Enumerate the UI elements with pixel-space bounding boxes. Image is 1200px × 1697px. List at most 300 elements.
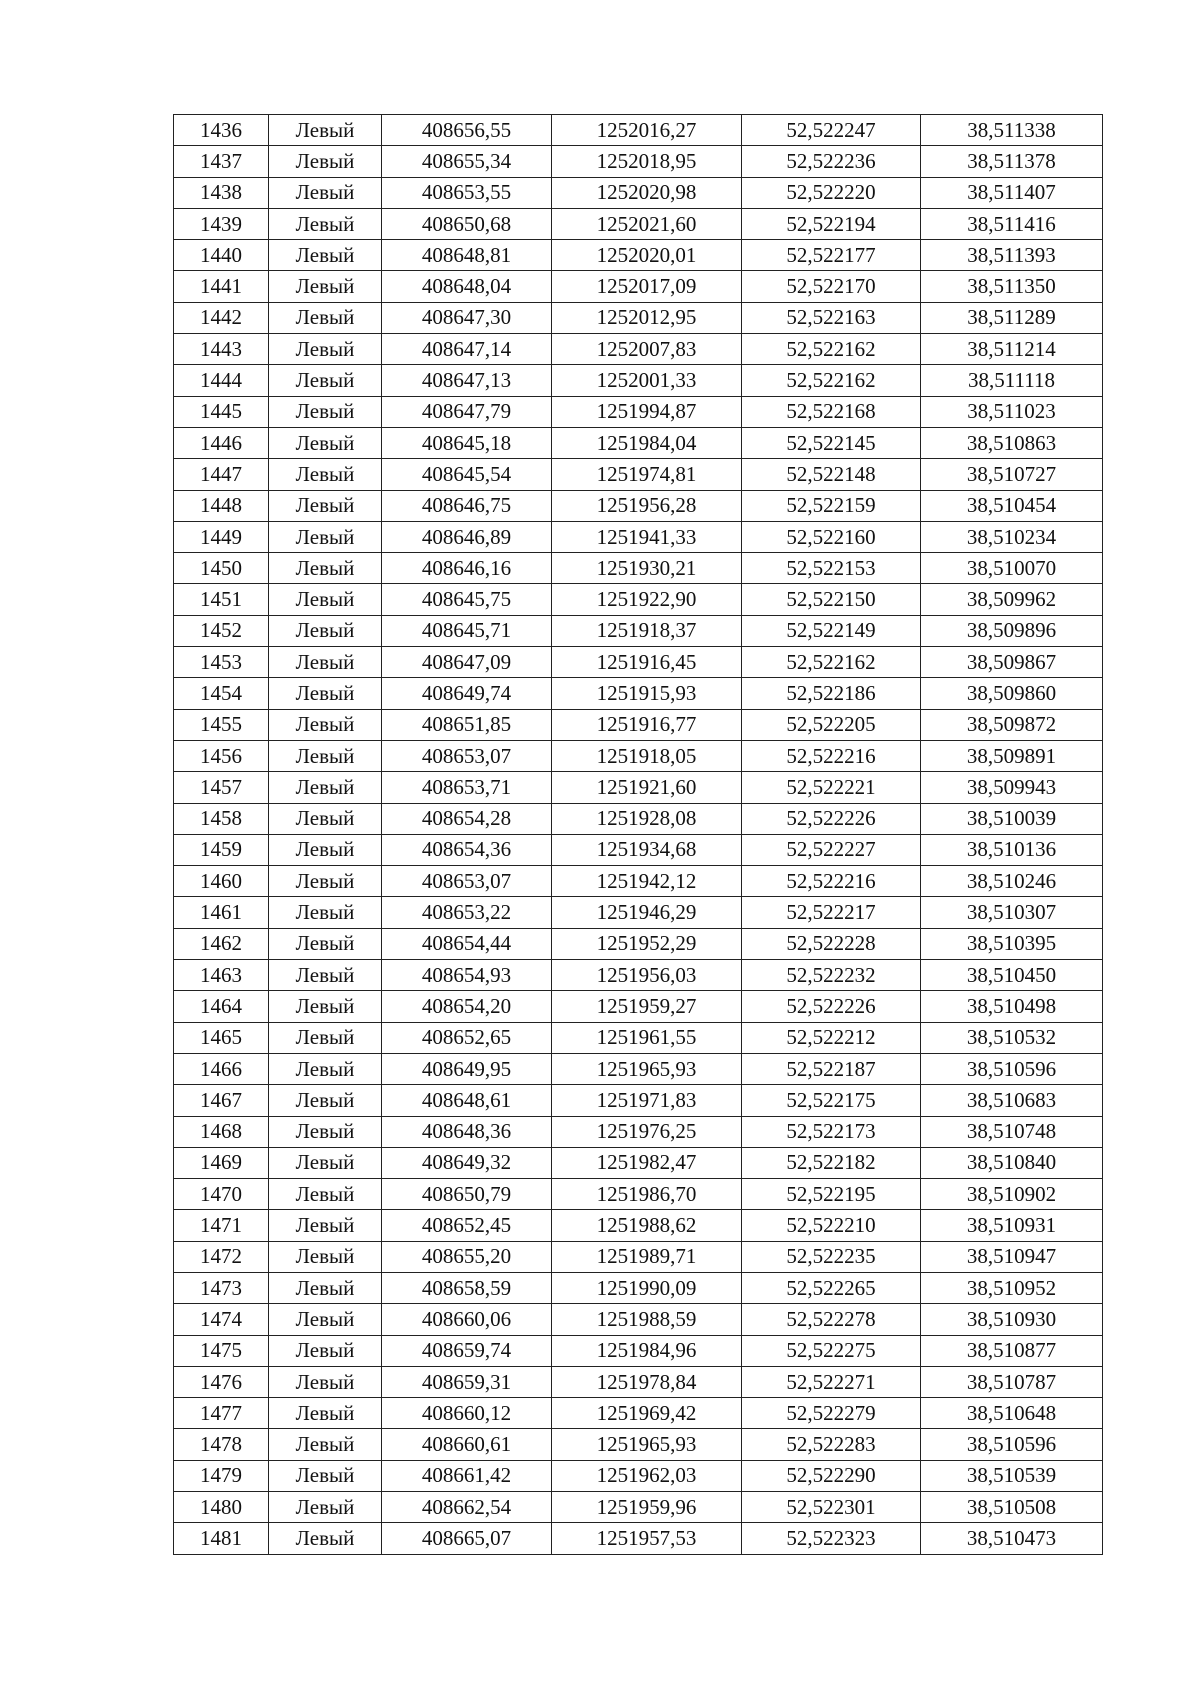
y-coordinate-cell: 1251915,93 (552, 678, 742, 709)
point-number-cell: 1473 (174, 1272, 269, 1303)
point-number-cell: 1466 (174, 1053, 269, 1084)
table-row (174, 740, 1103, 771)
y-coordinate-cell: 1251974,81 (552, 459, 742, 490)
longitude-cell: 38,509943 (921, 772, 1103, 803)
y-coordinate-cell: 1251956,28 (552, 490, 742, 521)
side-cell: Левый (269, 647, 382, 678)
latitude-cell: 52,522194 (742, 208, 921, 239)
table-row (174, 1398, 1103, 1429)
x-coordinate-cell: 408648,81 (382, 240, 552, 271)
side-cell: Левый (269, 334, 382, 365)
y-coordinate-cell: 1251965,93 (552, 1053, 742, 1084)
side-cell: Левый (269, 772, 382, 803)
y-coordinate-cell: 1251989,71 (552, 1241, 742, 1272)
latitude-cell: 52,522149 (742, 615, 921, 646)
longitude-cell: 38,510246 (921, 866, 1103, 897)
longitude-cell: 38,510863 (921, 427, 1103, 458)
side-cell: Левый (269, 991, 382, 1022)
side-cell: Левый (269, 709, 382, 740)
table-row (174, 1210, 1103, 1241)
x-coordinate-cell: 408654,28 (382, 803, 552, 834)
y-coordinate-cell: 1251918,37 (552, 615, 742, 646)
side-cell: Левый (269, 740, 382, 771)
longitude-cell: 38,510596 (921, 1053, 1103, 1084)
y-coordinate-cell: 1251961,55 (552, 1022, 742, 1053)
table-row (174, 1085, 1103, 1116)
latitude-cell: 52,522162 (742, 365, 921, 396)
x-coordinate-cell: 408662,54 (382, 1492, 552, 1523)
y-coordinate-cell: 1251934,68 (552, 834, 742, 865)
x-coordinate-cell: 408647,14 (382, 334, 552, 365)
y-coordinate-cell: 1251990,09 (552, 1272, 742, 1303)
y-coordinate-cell: 1251978,84 (552, 1366, 742, 1397)
longitude-cell: 38,510498 (921, 991, 1103, 1022)
table-row (174, 991, 1103, 1022)
y-coordinate-cell: 1251946,29 (552, 897, 742, 928)
latitude-cell: 52,522275 (742, 1335, 921, 1366)
point-number-cell: 1477 (174, 1398, 269, 1429)
point-number-cell: 1468 (174, 1116, 269, 1147)
side-cell: Левый (269, 302, 382, 333)
latitude-cell: 52,522290 (742, 1460, 921, 1491)
point-number-cell: 1479 (174, 1460, 269, 1491)
x-coordinate-cell: 408645,18 (382, 427, 552, 458)
table-row (174, 1179, 1103, 1210)
table-row (174, 334, 1103, 365)
x-coordinate-cell: 408656,55 (382, 115, 552, 146)
longitude-cell: 38,510930 (921, 1304, 1103, 1335)
table-row (174, 960, 1103, 991)
table-row (174, 897, 1103, 928)
x-coordinate-cell: 408661,42 (382, 1460, 552, 1491)
x-coordinate-cell: 408647,79 (382, 396, 552, 427)
x-coordinate-cell: 408648,61 (382, 1085, 552, 1116)
longitude-cell: 38,509891 (921, 740, 1103, 771)
side-cell: Левый (269, 365, 382, 396)
y-coordinate-cell: 1252017,09 (552, 271, 742, 302)
longitude-cell: 38,510395 (921, 928, 1103, 959)
side-cell: Левый (269, 1210, 382, 1241)
y-coordinate-cell: 1251942,12 (552, 866, 742, 897)
y-coordinate-cell: 1251959,27 (552, 991, 742, 1022)
point-number-cell: 1470 (174, 1179, 269, 1210)
y-coordinate-cell: 1251971,83 (552, 1085, 742, 1116)
longitude-cell: 38,509896 (921, 615, 1103, 646)
x-coordinate-cell: 408658,59 (382, 1272, 552, 1303)
table-row (174, 208, 1103, 239)
side-cell: Левый (269, 240, 382, 271)
x-coordinate-cell: 408647,09 (382, 647, 552, 678)
x-coordinate-cell: 408652,45 (382, 1210, 552, 1241)
side-cell: Левый (269, 1366, 382, 1397)
y-coordinate-cell: 1251988,62 (552, 1210, 742, 1241)
table-row (174, 866, 1103, 897)
x-coordinate-cell: 408649,32 (382, 1147, 552, 1178)
table-row (174, 834, 1103, 865)
side-cell: Левый (269, 1523, 382, 1554)
x-coordinate-cell: 408649,74 (382, 678, 552, 709)
table-row (174, 1429, 1103, 1460)
x-coordinate-cell: 408647,13 (382, 365, 552, 396)
longitude-cell: 38,510234 (921, 521, 1103, 552)
point-number-cell: 1459 (174, 834, 269, 865)
y-coordinate-cell: 1252016,27 (552, 115, 742, 146)
x-coordinate-cell: 408655,20 (382, 1241, 552, 1272)
longitude-cell: 38,510136 (921, 834, 1103, 865)
latitude-cell: 52,522159 (742, 490, 921, 521)
y-coordinate-cell: 1251918,05 (552, 740, 742, 771)
x-coordinate-cell: 408654,93 (382, 960, 552, 991)
latitude-cell: 52,522235 (742, 1241, 921, 1272)
side-cell: Левый (269, 1147, 382, 1178)
latitude-cell: 52,522145 (742, 427, 921, 458)
x-coordinate-cell: 408645,54 (382, 459, 552, 490)
y-coordinate-cell: 1251962,03 (552, 1460, 742, 1491)
x-coordinate-cell: 408665,07 (382, 1523, 552, 1554)
longitude-cell: 38,510902 (921, 1179, 1103, 1210)
latitude-cell: 52,522227 (742, 834, 921, 865)
y-coordinate-cell: 1251930,21 (552, 553, 742, 584)
point-number-cell: 1444 (174, 365, 269, 396)
point-number-cell: 1445 (174, 396, 269, 427)
point-number-cell: 1469 (174, 1147, 269, 1178)
side-cell: Левый (269, 960, 382, 991)
longitude-cell: 38,510532 (921, 1022, 1103, 1053)
longitude-cell: 38,510748 (921, 1116, 1103, 1147)
longitude-cell: 38,510683 (921, 1085, 1103, 1116)
x-coordinate-cell: 408653,07 (382, 740, 552, 771)
side-cell: Левый (269, 1335, 382, 1366)
latitude-cell: 52,522232 (742, 960, 921, 991)
y-coordinate-cell: 1251928,08 (552, 803, 742, 834)
table-row (174, 1116, 1103, 1147)
latitude-cell: 52,522283 (742, 1429, 921, 1460)
x-coordinate-cell: 408659,31 (382, 1366, 552, 1397)
y-coordinate-cell: 1251916,45 (552, 647, 742, 678)
table-row (174, 302, 1103, 333)
point-number-cell: 1447 (174, 459, 269, 490)
x-coordinate-cell: 408647,30 (382, 302, 552, 333)
longitude-cell: 38,511350 (921, 271, 1103, 302)
x-coordinate-cell: 408653,07 (382, 866, 552, 897)
point-number-cell: 1471 (174, 1210, 269, 1241)
latitude-cell: 52,522210 (742, 1210, 921, 1241)
y-coordinate-cell: 1251986,70 (552, 1179, 742, 1210)
longitude-cell: 38,510508 (921, 1492, 1103, 1523)
latitude-cell: 52,522168 (742, 396, 921, 427)
table-row (174, 396, 1103, 427)
table-row (174, 928, 1103, 959)
side-cell: Левый (269, 803, 382, 834)
side-cell: Левый (269, 553, 382, 584)
point-number-cell: 1462 (174, 928, 269, 959)
latitude-cell: 52,522186 (742, 678, 921, 709)
point-number-cell: 1436 (174, 115, 269, 146)
latitude-cell: 52,522162 (742, 334, 921, 365)
longitude-cell: 38,511214 (921, 334, 1103, 365)
x-coordinate-cell: 408652,65 (382, 1022, 552, 1053)
latitude-cell: 52,522187 (742, 1053, 921, 1084)
side-cell: Левый (269, 928, 382, 959)
table-row (174, 427, 1103, 458)
latitude-cell: 52,522216 (742, 740, 921, 771)
coordinates-table-body (174, 115, 1103, 1555)
side-cell: Левый (269, 584, 382, 615)
table-row (174, 115, 1103, 146)
latitude-cell: 52,522163 (742, 302, 921, 333)
y-coordinate-cell: 1252007,83 (552, 334, 742, 365)
side-cell: Левый (269, 208, 382, 239)
side-cell: Левый (269, 1241, 382, 1272)
longitude-cell: 38,510454 (921, 490, 1103, 521)
latitude-cell: 52,522162 (742, 647, 921, 678)
y-coordinate-cell: 1251984,96 (552, 1335, 742, 1366)
point-number-cell: 1474 (174, 1304, 269, 1335)
latitude-cell: 52,522160 (742, 521, 921, 552)
table-row (174, 459, 1103, 490)
x-coordinate-cell: 408654,36 (382, 834, 552, 865)
x-coordinate-cell: 408651,85 (382, 709, 552, 740)
longitude-cell: 38,510947 (921, 1241, 1103, 1272)
side-cell: Левый (269, 834, 382, 865)
side-cell: Левый (269, 1304, 382, 1335)
latitude-cell: 52,522265 (742, 1272, 921, 1303)
point-number-cell: 1454 (174, 678, 269, 709)
y-coordinate-cell: 1252001,33 (552, 365, 742, 396)
side-cell: Левый (269, 1053, 382, 1084)
longitude-cell: 38,510727 (921, 459, 1103, 490)
point-number-cell: 1448 (174, 490, 269, 521)
table-row (174, 1272, 1103, 1303)
y-coordinate-cell: 1251982,47 (552, 1147, 742, 1178)
point-number-cell: 1453 (174, 647, 269, 678)
side-cell: Левый (269, 1398, 382, 1429)
x-coordinate-cell: 408654,20 (382, 991, 552, 1022)
y-coordinate-cell: 1252018,95 (552, 146, 742, 177)
side-cell: Левый (269, 396, 382, 427)
latitude-cell: 52,522323 (742, 1523, 921, 1554)
point-number-cell: 1476 (174, 1366, 269, 1397)
x-coordinate-cell: 408660,61 (382, 1429, 552, 1460)
longitude-cell: 38,511378 (921, 146, 1103, 177)
y-coordinate-cell: 1251957,53 (552, 1523, 742, 1554)
longitude-cell: 38,510648 (921, 1398, 1103, 1429)
table-row (174, 271, 1103, 302)
y-coordinate-cell: 1251976,25 (552, 1116, 742, 1147)
y-coordinate-cell: 1252021,60 (552, 208, 742, 239)
point-number-cell: 1458 (174, 803, 269, 834)
point-number-cell: 1472 (174, 1241, 269, 1272)
x-coordinate-cell: 408653,22 (382, 897, 552, 928)
longitude-cell: 38,510787 (921, 1366, 1103, 1397)
latitude-cell: 52,522278 (742, 1304, 921, 1335)
point-number-cell: 1451 (174, 584, 269, 615)
point-number-cell: 1465 (174, 1022, 269, 1053)
point-number-cell: 1439 (174, 208, 269, 239)
longitude-cell: 38,509860 (921, 678, 1103, 709)
table-row (174, 1022, 1103, 1053)
side-cell: Левый (269, 866, 382, 897)
y-coordinate-cell: 1251959,96 (552, 1492, 742, 1523)
x-coordinate-cell: 408649,95 (382, 1053, 552, 1084)
longitude-cell: 38,511338 (921, 115, 1103, 146)
point-number-cell: 1478 (174, 1429, 269, 1460)
point-number-cell: 1467 (174, 1085, 269, 1116)
y-coordinate-cell: 1251988,59 (552, 1304, 742, 1335)
x-coordinate-cell: 408646,75 (382, 490, 552, 521)
x-coordinate-cell: 408659,74 (382, 1335, 552, 1366)
longitude-cell: 38,511416 (921, 208, 1103, 239)
longitude-cell: 38,511289 (921, 302, 1103, 333)
side-cell: Левый (269, 1492, 382, 1523)
latitude-cell: 52,522182 (742, 1147, 921, 1178)
longitude-cell: 38,511118 (921, 365, 1103, 396)
y-coordinate-cell: 1251984,04 (552, 427, 742, 458)
latitude-cell: 52,522271 (742, 1366, 921, 1397)
point-number-cell: 1440 (174, 240, 269, 271)
table-row (174, 177, 1103, 208)
longitude-cell: 38,510952 (921, 1272, 1103, 1303)
side-cell: Левый (269, 271, 382, 302)
table-row (174, 1241, 1103, 1272)
point-number-cell: 1442 (174, 302, 269, 333)
table-row (174, 803, 1103, 834)
x-coordinate-cell: 408660,06 (382, 1304, 552, 1335)
table-row (174, 146, 1103, 177)
table-row (174, 553, 1103, 584)
table-row (174, 615, 1103, 646)
y-coordinate-cell: 1251956,03 (552, 960, 742, 991)
longitude-cell: 38,510840 (921, 1147, 1103, 1178)
point-number-cell: 1480 (174, 1492, 269, 1523)
x-coordinate-cell: 408645,75 (382, 584, 552, 615)
latitude-cell: 52,522226 (742, 803, 921, 834)
point-number-cell: 1456 (174, 740, 269, 771)
table-row (174, 1304, 1103, 1335)
longitude-cell: 38,509962 (921, 584, 1103, 615)
x-coordinate-cell: 408653,71 (382, 772, 552, 803)
side-cell: Левый (269, 427, 382, 458)
point-number-cell: 1443 (174, 334, 269, 365)
point-number-cell: 1452 (174, 615, 269, 646)
table-row (174, 1492, 1103, 1523)
x-coordinate-cell: 408650,68 (382, 208, 552, 239)
point-number-cell: 1455 (174, 709, 269, 740)
longitude-cell: 38,511407 (921, 177, 1103, 208)
latitude-cell: 52,522301 (742, 1492, 921, 1523)
side-cell: Левый (269, 678, 382, 709)
longitude-cell: 38,509867 (921, 647, 1103, 678)
table-row (174, 240, 1103, 271)
side-cell: Левый (269, 1085, 382, 1116)
longitude-cell: 38,510877 (921, 1335, 1103, 1366)
x-coordinate-cell: 408645,71 (382, 615, 552, 646)
coordinates-table (173, 114, 1103, 1555)
longitude-cell: 38,510473 (921, 1523, 1103, 1554)
y-coordinate-cell: 1251922,90 (552, 584, 742, 615)
x-coordinate-cell: 408655,34 (382, 146, 552, 177)
latitude-cell: 52,522279 (742, 1398, 921, 1429)
point-number-cell: 1446 (174, 427, 269, 458)
side-cell: Левый (269, 1429, 382, 1460)
longitude-cell: 38,510539 (921, 1460, 1103, 1491)
y-coordinate-cell: 1251941,33 (552, 521, 742, 552)
latitude-cell: 52,522153 (742, 553, 921, 584)
y-coordinate-cell: 1251965,93 (552, 1429, 742, 1460)
latitude-cell: 52,522148 (742, 459, 921, 490)
y-coordinate-cell: 1251921,60 (552, 772, 742, 803)
point-number-cell: 1475 (174, 1335, 269, 1366)
table-row (174, 1053, 1103, 1084)
latitude-cell: 52,522228 (742, 928, 921, 959)
table-row (174, 772, 1103, 803)
x-coordinate-cell: 408646,89 (382, 521, 552, 552)
y-coordinate-cell: 1252012,95 (552, 302, 742, 333)
side-cell: Левый (269, 1179, 382, 1210)
latitude-cell: 52,522247 (742, 115, 921, 146)
side-cell: Левый (269, 177, 382, 208)
latitude-cell: 52,522175 (742, 1085, 921, 1116)
longitude-cell: 38,510070 (921, 553, 1103, 584)
latitude-cell: 52,522220 (742, 177, 921, 208)
point-number-cell: 1441 (174, 271, 269, 302)
x-coordinate-cell: 408650,79 (382, 1179, 552, 1210)
table-row (174, 1366, 1103, 1397)
y-coordinate-cell: 1251969,42 (552, 1398, 742, 1429)
longitude-cell: 38,510450 (921, 960, 1103, 991)
table-row (174, 521, 1103, 552)
side-cell: Левый (269, 459, 382, 490)
side-cell: Левый (269, 897, 382, 928)
side-cell: Левый (269, 1272, 382, 1303)
longitude-cell: 38,510039 (921, 803, 1103, 834)
point-number-cell: 1438 (174, 177, 269, 208)
y-coordinate-cell: 1252020,98 (552, 177, 742, 208)
table-row (174, 647, 1103, 678)
longitude-cell: 38,509872 (921, 709, 1103, 740)
latitude-cell: 52,522221 (742, 772, 921, 803)
y-coordinate-cell: 1252020,01 (552, 240, 742, 271)
y-coordinate-cell: 1251916,77 (552, 709, 742, 740)
side-cell: Левый (269, 1022, 382, 1053)
latitude-cell: 52,522177 (742, 240, 921, 271)
point-number-cell: 1463 (174, 960, 269, 991)
point-number-cell: 1481 (174, 1523, 269, 1554)
x-coordinate-cell: 408646,16 (382, 553, 552, 584)
point-number-cell: 1460 (174, 866, 269, 897)
table-row (174, 1523, 1103, 1554)
longitude-cell: 38,510307 (921, 897, 1103, 928)
latitude-cell: 52,522173 (742, 1116, 921, 1147)
table-row (174, 1460, 1103, 1491)
table-row (174, 584, 1103, 615)
table-row (174, 490, 1103, 521)
table-row (174, 1335, 1103, 1366)
side-cell: Левый (269, 521, 382, 552)
side-cell: Левый (269, 490, 382, 521)
point-number-cell: 1457 (174, 772, 269, 803)
longitude-cell: 38,510931 (921, 1210, 1103, 1241)
side-cell: Левый (269, 1460, 382, 1491)
point-number-cell: 1449 (174, 521, 269, 552)
x-coordinate-cell: 408648,04 (382, 271, 552, 302)
table-row (174, 709, 1103, 740)
table-row (174, 678, 1103, 709)
side-cell: Левый (269, 115, 382, 146)
y-coordinate-cell: 1251952,29 (552, 928, 742, 959)
x-coordinate-cell: 408660,12 (382, 1398, 552, 1429)
table-row (174, 1147, 1103, 1178)
